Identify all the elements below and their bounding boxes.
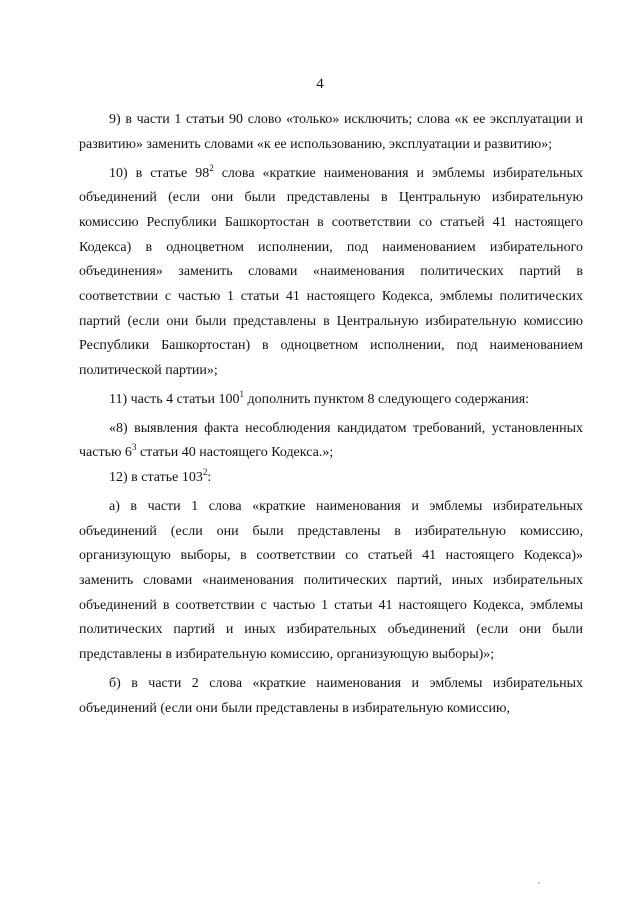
paragraph-text: 11) часть 4 статьи 100: [109, 391, 240, 407]
paragraph-text: :: [207, 470, 212, 486]
superscript: 3: [131, 442, 137, 453]
paragraph-text: «8) выявления факта несоблюдения кандидатом требований, установленных частью 6: [79, 420, 583, 461]
paragraph-quoted-point-8: [79, 417, 583, 466]
paragraph-text: дополнить пунктом 8 следующего содержания:: [243, 391, 530, 407]
paragraph-text: 10) в статье 98: [109, 165, 210, 181]
paragraph-text: слова «краткие наименования и эмблемы избирательных объединений (если они были представлены в Центральную избирательную комиссию Республики Башкортостан в соответствии со статьей 41 настоящего Кодекса) в одноцветном исполнении, под наименованием избирательного объединения» заменить словами «наименования политических партий в соответствии с частью 1 статьи 41 настоящего Кодекса, эмблемы политических партий (если они были представлены в Центральную избирательную комиссию Республики Башкортостан) в одноцветном исполнении, под наименованием политической партии»;: [79, 165, 584, 379]
scan-speck: [538, 882, 540, 884]
superscript: 2: [202, 467, 208, 478]
document-body: [79, 108, 583, 725]
paragraph-item-11: [79, 388, 583, 413]
paragraph-item-10: [79, 162, 583, 384]
paragraph-item-9: 9) в части 1 статьи 90 слово «только» исключить; слова «к ее эксплуатации и развитию» заменить словами «к ее использованию, эксплуатации и развитию»;: [79, 112, 583, 152]
paragraph-text: статьи 40 настоящего Кодекса.»;: [136, 445, 334, 461]
paragraph-text: 12) в статье 103: [109, 470, 203, 486]
paragraph-subitem-a: а) в части 1 слова «краткие наименования и эмблемы избирательных объединений (если они были представлены в избирательную комиссию, организующую выборы, в соответствии со статьей 41 настоящего Кодекса)» заменить словами «наименования политических партий, иных избирательных объединений в соответствии с частью 1 статьи 41 настоящего Кодекса, эмблемы политических партий и иных избирательных объединений (если они были представлены в избирательную комиссию, организующую выборы)»;: [79, 498, 583, 663]
paragraph-item-12: [79, 466, 583, 491]
superscript: 2: [209, 162, 214, 173]
paragraph-subitem-b: б) в части 2 слова «краткие наименования и эмблемы избирательных объединений (если они были представлены в избирательную комиссию,: [79, 675, 583, 716]
page-number: 4: [316, 76, 324, 92]
superscript: 1: [239, 388, 244, 399]
